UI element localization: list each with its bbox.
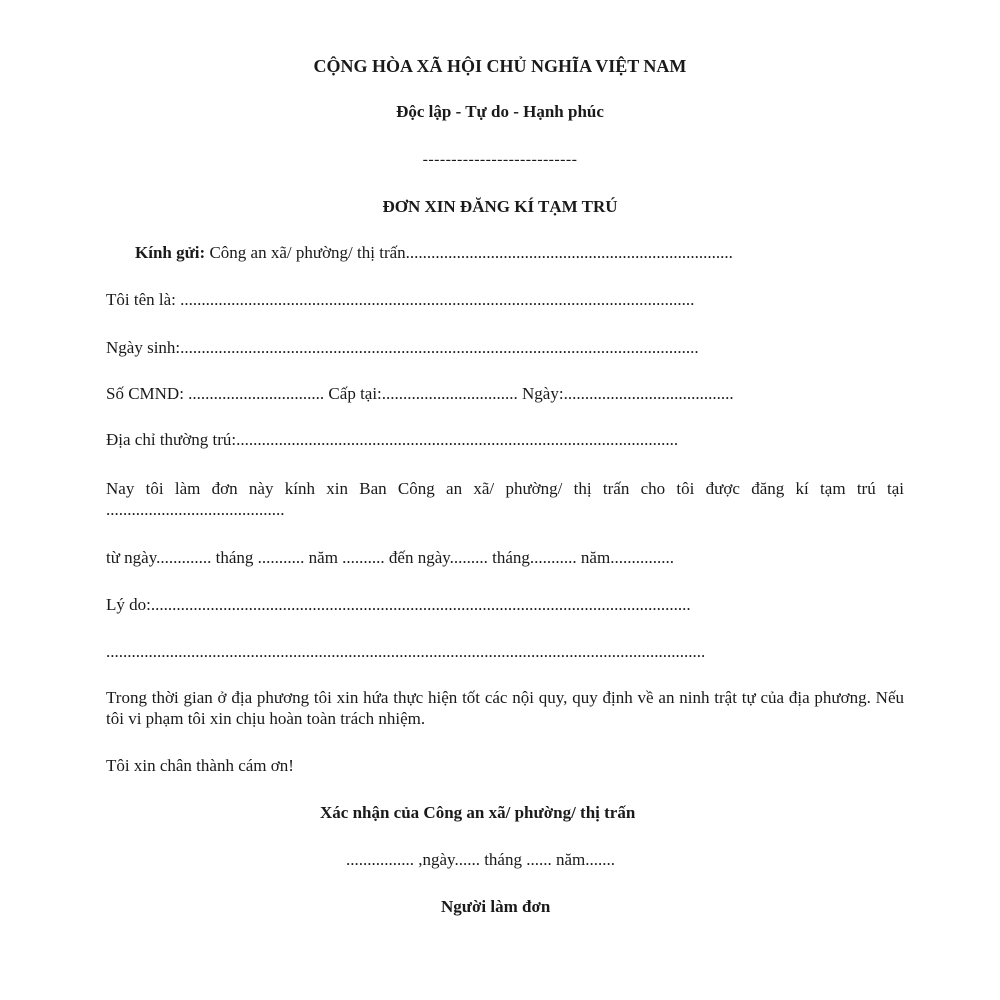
permanent-address-field: Địa chỉ thường trú:........................................................................................................	[106, 430, 679, 449]
recipient-label: Kính gửi:	[135, 243, 206, 262]
dob-field: Ngày sinh:..........................................................................................................................	[106, 338, 699, 357]
name-field: Tôi tên là: .........................................................................................................................	[106, 290, 695, 309]
reason-field-continued: .............................................................................................................................................	[106, 642, 706, 661]
national-motto: Độc lập - Tự do - Hạnh phúc	[396, 102, 604, 121]
recipient-text: Công an xã/ phường/ thị trấn.............................................................................	[205, 243, 733, 262]
header-divider: ---------------------------	[422, 151, 578, 168]
request-paragraph: Nay tôi làm đơn này kính xin Ban Công an xã/ phường/ thị trấn cho tôi được đăng kí tạm trú tại ..........................................	[106, 479, 904, 519]
period-field: từ ngày............. tháng ........... năm .......... đến ngày......... tháng........... năm...............	[106, 548, 674, 567]
pledge-paragraph: Trong thời gian ở địa phương tôi xin hứa thực hiện tốt các nội quy, quy định về an ninh trật tự của địa phương. Nếu tôi vi phạm tôi xin chịu hoàn toàn trách nhiệm.	[106, 688, 904, 728]
reason-field: Lý do:...............................................................................................................................	[106, 595, 691, 614]
thanks-line: Tôi xin chân thành cám ơn!	[106, 756, 294, 775]
confirmation-heading: Xác nhận của Công an xã/ phường/ thị trấn	[320, 803, 636, 822]
recipient-line	[135, 243, 733, 263]
applicant-label: Người làm đơn	[441, 897, 551, 916]
date-line: ................ ,ngày...... tháng ...... năm.......	[346, 850, 615, 869]
id-card-field: Số CMND: ................................ Cấp tại:................................ Ngày:........................................	[106, 384, 734, 403]
form-title: ĐƠN XIN ĐĂNG KÍ TẠM TRÚ	[382, 197, 618, 216]
national-title: CỘNG HÒA XÃ HỘI CHỦ NGHĨA VIỆT NAM	[313, 56, 687, 76]
